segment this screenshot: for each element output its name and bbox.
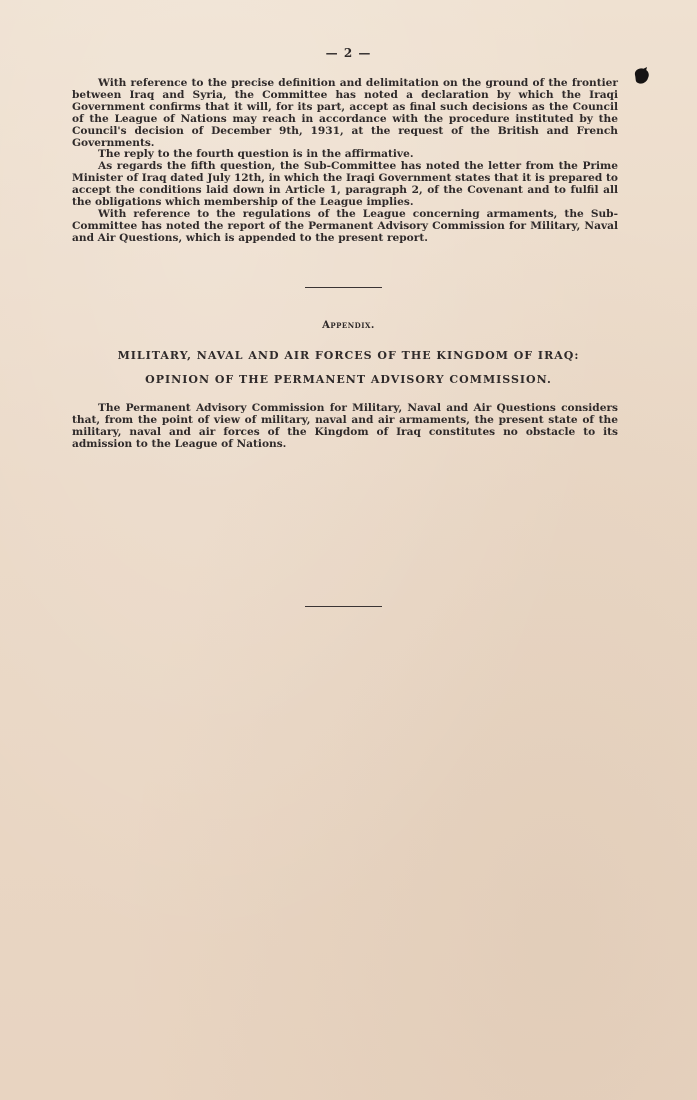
paragraph-armaments: With reference to the regulations of the League concerning armaments, the Sub-Committee has noted the report of the Permanent Advisory Commission for Military, Naval and Air Questions, which is appended to the present report.	[72, 207, 618, 244]
appendix-title-line-2: OPINION OF THE PERMANENT ADVISORY COMMISSION.	[145, 373, 552, 386]
page-number: — 2 —	[325, 46, 372, 60]
paragraph-frontier: With reference to the precise definition and delimitation on the ground of the frontier between Iraq and Syria, the Committee has noted a declaration by which the Iraqi Government confirms that it will, for its part, accept as final such decisions as the Council of the League of Nations may reach in accordance with the procedure instituted by the Council's decision of December 9th, 1931, at the request of the British and French Governments.	[72, 77, 618, 149]
ink-blot-mark	[631, 66, 651, 86]
paragraph-fifth-question: As regards the fifth question, the Sub-Committee has noted the letter from the Prime Minister of Iraq dated July 12th, in which the Iraqi Government states that it is prepared to accept the conditions laid down in Article 1, paragraph 2, of the Covenant and to fulfil all the obligations which membership of the League implies.	[72, 160, 618, 209]
report-body	[72, 78, 618, 245]
appendix-body	[72, 403, 618, 451]
divider-rule-top	[305, 287, 382, 288]
divider-rule-bottom	[305, 606, 382, 607]
paragraph-fourth-question: The reply to the fourth question is in the affirmative.	[98, 148, 414, 161]
appendix-label: Appendix.	[322, 320, 375, 331]
appendix-title-line-1: MILITARY, NAVAL AND AIR FORCES OF THE KINGDOM OF IRAQ:	[117, 349, 580, 362]
appendix-paragraph: The Permanent Advisory Commission for Military, Naval and Air Questions considers that, from the point of view of military, naval and air armaments, the present state of the military, naval and air forces of the Kingdom of Iraq constitutes no obstacle to its admission to the League of Nations.	[72, 402, 618, 450]
